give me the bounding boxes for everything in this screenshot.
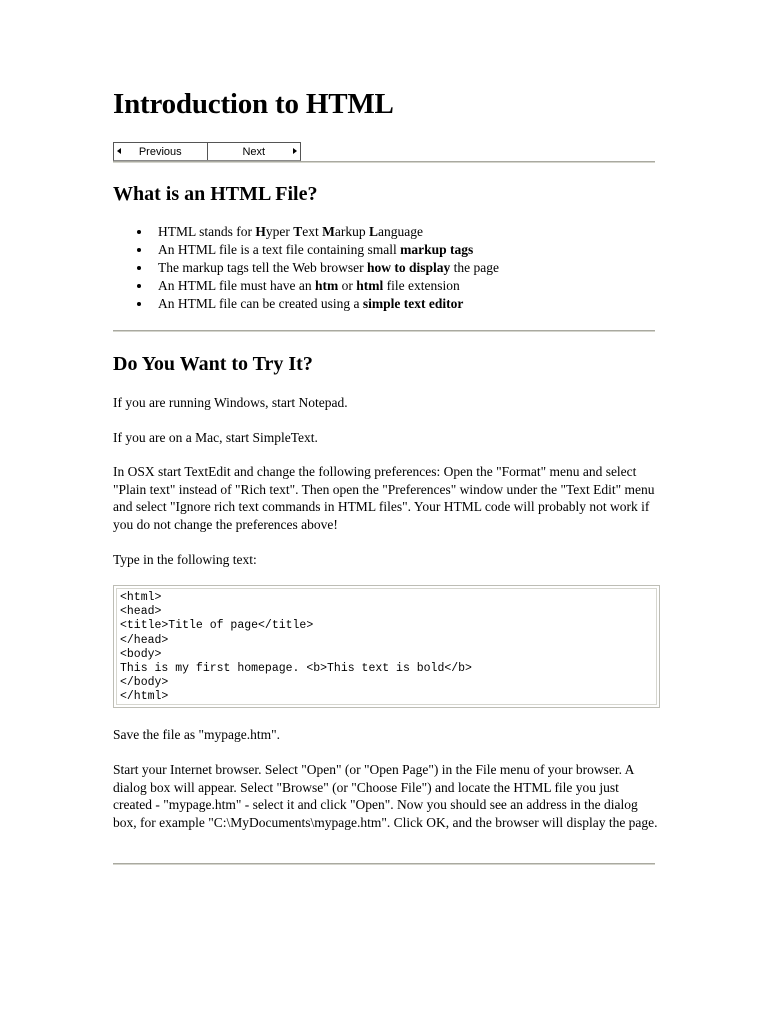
list-item-text: arkup <box>334 224 370 239</box>
paragraph-type: Type in the following text: <box>113 552 257 567</box>
list-item <box>113 259 499 277</box>
divider <box>113 330 655 332</box>
list-item-text: The markup tags tell the Web browser <box>158 260 367 275</box>
bold-text: markup tags <box>400 242 474 257</box>
list-item-text: file extension <box>383 278 460 293</box>
facts-list <box>113 223 499 313</box>
bold-text: L <box>369 224 379 239</box>
list-item-text: yper <box>265 224 294 239</box>
arrow-left-icon <box>117 148 121 154</box>
code-line: </html> <box>120 690 169 704</box>
code-line: <html> <box>120 591 162 604</box>
section-heading-what: What is an HTML File? <box>113 183 318 205</box>
code-block <box>116 588 657 705</box>
bold-text: H <box>255 224 266 239</box>
code-line: <head> <box>120 605 162 619</box>
divider <box>113 863 655 865</box>
divider <box>113 161 655 163</box>
list-item-text: the page <box>450 260 499 275</box>
list-item-text: anguage <box>378 224 424 239</box>
list-item <box>113 223 499 241</box>
list-item <box>113 295 499 313</box>
nav-bar <box>113 142 301 161</box>
bold-text: M <box>322 224 335 239</box>
code-line: <body> <box>120 647 162 661</box>
list-item-text: An HTML file must have an <box>158 278 315 293</box>
bold-text: T <box>293 224 303 239</box>
bold-text: html <box>356 278 384 293</box>
code-line: This is my first homepage. <b>This text is bold</b> <box>120 661 472 675</box>
next-button[interactable] <box>208 143 301 160</box>
code-example-box <box>113 585 660 708</box>
paragraph-windows: If you are running Windows, start Notepad. <box>113 395 348 410</box>
bold-text: htm <box>314 278 339 293</box>
code-line: </head> <box>120 633 169 647</box>
section-heading-try: Do You Want to Try It? <box>113 353 313 375</box>
list-item-text: or <box>338 278 357 293</box>
list-item-text: An HTML file is a text file containing small <box>158 242 401 257</box>
list-item <box>113 277 499 295</box>
code-line: </body> <box>120 676 169 690</box>
paragraph-browser: Start your Internet browser. Select "Open" (or "Open Page") in the File menu of your browser. A dialog box will appear. Select "Browse" (or "Choose File") and locate the HTML file you just created - "mypage.htm" - select it and click "Open". Now you should see an address in the dialog box, for example "C:\MyDocuments\mypage.htm". Click OK, and the browser will display the page. <box>113 762 658 830</box>
paragraph-osx: In OSX start TextEdit and change the following preferences: Open the "Format" menu and select "Plain text" instead of "Rich text". Then open the "Preferences" window under the "Text Edit" menu and select "Ignore rich text commands in HTML files". Your HTML code will probably not work if you do not change the preferences above! <box>113 464 655 532</box>
next-label: Next <box>242 145 266 158</box>
list-item-text: ext <box>302 224 323 239</box>
list-item <box>113 241 499 259</box>
bold-text: simple text editor <box>362 296 464 311</box>
page-title: Introduction to HTML <box>113 88 394 120</box>
bold-text: how to display <box>366 260 451 275</box>
arrow-right-icon <box>293 148 297 154</box>
paragraph-mac: If you are on a Mac, start SimpleText. <box>113 430 318 445</box>
code-line: <title>Title of page</title> <box>120 619 314 633</box>
previous-button[interactable] <box>114 143 208 160</box>
paragraph-save: Save the file as "mypage.htm". <box>113 727 280 742</box>
list-item-text: An HTML file can be created using a <box>158 296 363 311</box>
list-item-text: HTML stands for <box>158 224 256 239</box>
previous-label: Previous <box>138 145 182 158</box>
